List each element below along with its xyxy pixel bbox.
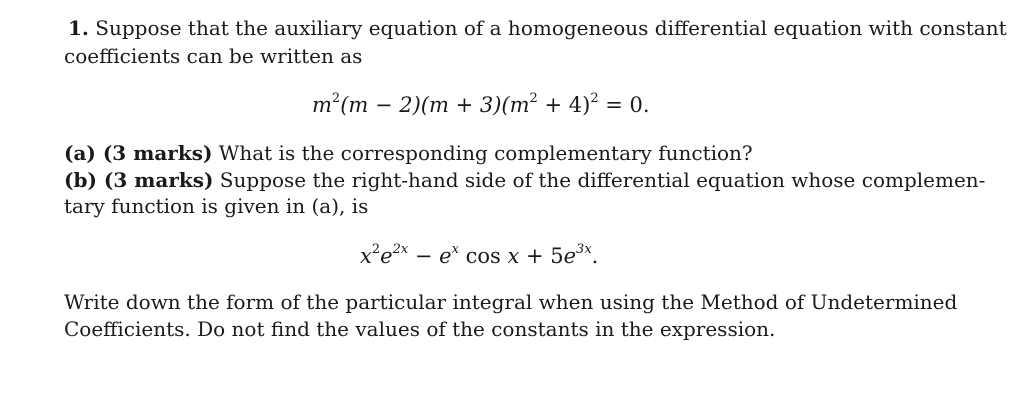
aux-eq-exp-3: 2 — [590, 91, 599, 106]
rhs-minus: − — [408, 244, 440, 268]
rhs-end: . — [591, 244, 599, 268]
part-a — [64, 141, 753, 165]
rhs-x: x — [360, 244, 372, 268]
aux-eq-part1: (m − 2)(m + 3)(m — [340, 93, 530, 117]
rhs-equation — [360, 243, 598, 273]
aux-eq-exp-2: 2 — [529, 91, 538, 106]
rhs-cos: cos — [458, 244, 508, 268]
question-intro-line2: coefficients can be written as — [64, 44, 363, 68]
rhs-e3: e — [563, 244, 577, 268]
rhs-e2: e — [439, 244, 452, 268]
aux-eq-part2: + 4) — [537, 93, 591, 117]
rhs-x2: x — [507, 244, 520, 268]
closing-line2: Coefficients. Do not find the values of the constants in the expression. — [64, 317, 776, 341]
question-intro-text: Suppose that the auxiliary equation of a homogeneous differential equation with constant — [95, 16, 1007, 40]
aux-eq-part3: = 0. — [598, 93, 650, 117]
part-b-line1 — [64, 168, 985, 192]
question-intro-line1 — [68, 16, 1007, 40]
part-b-text: Suppose the right-hand side of the differential equation whose complemen- — [213, 168, 986, 192]
part-b-line2: tary function is given in (a), is — [64, 194, 369, 218]
rhs-e1-exp: 2x — [392, 242, 409, 257]
rhs-x-exp: 2 — [371, 242, 381, 257]
part-a-text: What is the corresponding complementary function? — [212, 141, 753, 165]
question-number: 1. — [68, 16, 89, 40]
aux-eq-exp-1: 2 — [331, 91, 341, 106]
rhs-plus: + 5 — [519, 244, 564, 268]
rhs-e2-exp: x — [451, 242, 459, 257]
rhs-e1: e — [380, 244, 393, 268]
aux-eq-m: m — [312, 93, 332, 117]
auxiliary-equation — [312, 92, 650, 122]
part-b-label: (b) (3 marks) — [64, 168, 214, 192]
part-a-label: (a) (3 marks) — [64, 141, 213, 165]
closing-line1: Write down the form of the particular integral when using the Method of Undetermined — [64, 290, 958, 314]
rhs-e3-exp: 3x — [576, 242, 592, 257]
